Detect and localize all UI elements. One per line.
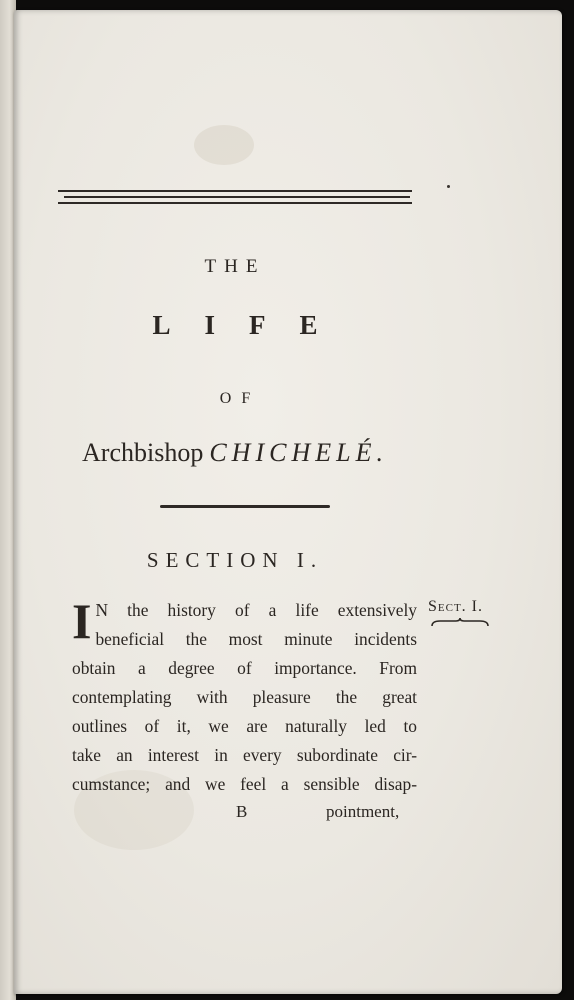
title-life: LIFE xyxy=(152,310,352,340)
book-page xyxy=(14,10,562,994)
title-of: OF xyxy=(219,390,261,407)
catchword: pointment, xyxy=(326,802,400,821)
drop-cap: I xyxy=(72,593,92,649)
body-line: beneficial the most minute incidents xyxy=(95,629,417,649)
paper-stain xyxy=(194,125,254,165)
body-line: cumstance; and we feel a sensible disap- xyxy=(72,774,417,794)
title-rule xyxy=(160,505,330,508)
body-line: N the history of a life extensively xyxy=(95,600,417,620)
body-line: take an interest in every subordinate cir- xyxy=(72,745,417,765)
header-rule-middle xyxy=(64,196,410,198)
title-the: THE xyxy=(204,256,266,277)
body-paragraph xyxy=(72,593,417,799)
header-rule-bottom xyxy=(58,202,412,204)
ink-dot xyxy=(447,185,450,188)
margin-note: Sect. I. xyxy=(428,598,484,615)
body-line: contemplating with pleasure the great xyxy=(72,687,417,707)
section-heading: SECTION I. xyxy=(146,548,324,572)
header-rule-top xyxy=(58,190,412,192)
title-chichele: CHICHELÉ. xyxy=(209,438,388,467)
title-archbishop: Archbishop xyxy=(82,438,204,467)
body-line: outlines of it, we are naturally led to xyxy=(72,716,417,736)
body-line: obtain a degree of importance. From xyxy=(72,658,417,678)
margin-brace xyxy=(430,618,490,628)
signature-mark: B xyxy=(236,802,248,821)
title-subject xyxy=(54,438,416,468)
